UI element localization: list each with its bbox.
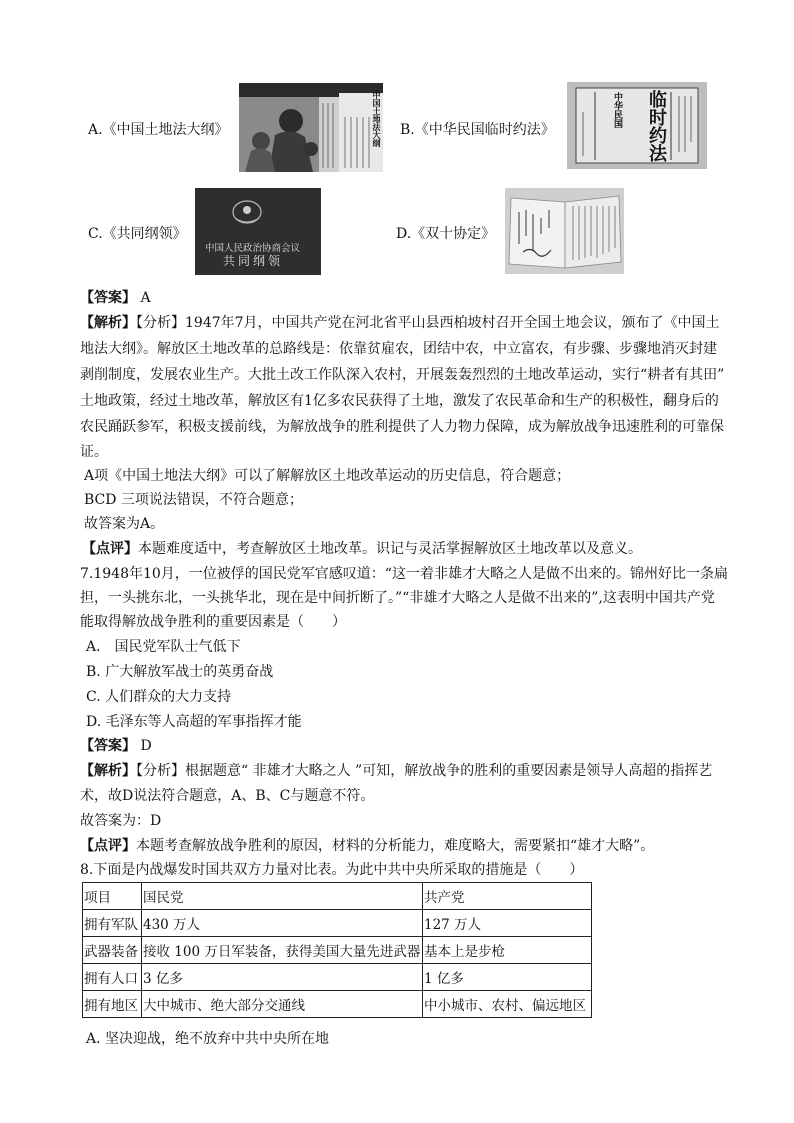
table-header-cell: 共产党	[423, 883, 592, 910]
q6-analysis-line-7: A项《中国土地法大纲》可以了解解放区土地改革运动的历史信息，符合题意；	[84, 468, 571, 484]
provisional-constitution-main-title: 临时约法	[646, 90, 667, 162]
table-cell: 3 亿多	[142, 964, 423, 991]
table-header-cell: 国民党	[142, 883, 423, 910]
comparison-table	[82, 882, 592, 1018]
q7-analysis-line-3: 故答案为：D	[80, 813, 162, 829]
table-row	[83, 991, 592, 1018]
comment-tag: 【点评】	[82, 541, 138, 557]
common-program-photo	[195, 188, 321, 275]
q6-analysis-line-2: 地法大纲》。解放区土地改革的总路线是：依靠贫雇农，团结中农，中立富农，有步骤、步骤地消灭封建	[80, 341, 717, 357]
q6-analysis-line-3: 剥削制度，发展农业生产。大批土改工作队深入农村，开展轰轰烈烈的土地改革运动，实行“耕者有其田”	[80, 367, 725, 383]
option-c: C.《共同纲领》	[88, 226, 187, 242]
table-cell: 武器装备	[83, 937, 142, 964]
q7-analysis-line-2: 术，故D说法符合题意，A、B、C与题意不符。	[80, 788, 375, 804]
option-d: D.《双十协定》	[396, 226, 496, 242]
answer-value: A	[140, 290, 151, 306]
q6-analysis-line-8: BCD 三项说法错误，不符合题意；	[84, 492, 303, 508]
analysis-tag: 【解析】	[80, 315, 136, 331]
option-b: B.《中华民国临时约法》	[400, 122, 555, 138]
q7-option-a: A. 国民党军队士气低下	[86, 639, 241, 655]
q6-analysis-line-5: 农民踊跃参军，积极支援前线，为解放战争的胜利提供了人力物力保障，成为解放战争迅速胜利的可靠保	[80, 419, 724, 435]
answer-tag: 【答案】	[80, 290, 136, 306]
q8-stem: 8.下面是内战爆发时国共双方力量对比表。为此中共中央所采取的措施是（ ）	[80, 862, 584, 878]
option-a: A.《中国土地法大纲》	[88, 122, 229, 138]
q6-analysis-line-1: 【解析】【分析】1947年7月，中国共产党在河北省平山县西柏坡村召开全国土地会议，颁布了《中国土	[80, 315, 720, 331]
provisional-constitution-small-title: 中华民国	[612, 92, 622, 128]
q6-analysis-line-6: 证。	[80, 444, 108, 460]
q7-comment: 【点评】本题考查解放战争胜利的原因，材料的分析能力，难度略大，需要紧扣“雄才大略”。	[80, 838, 655, 854]
table-row	[83, 910, 592, 937]
q7-answer: 【答案】 D	[80, 738, 152, 754]
q7-stem-line-2: 担，一头挑东北，一头挑华北，现在是中间折断了。”“非雄才大略之人是做不出来的”,这表明中国共产党	[80, 590, 715, 606]
table-cell: 拥有人口	[83, 964, 142, 991]
q7-stem-line-1: 7.1948年10月，一位被俘的国民党军官感叹道：“这一着非雄才大略之人是做不出来的。锦州好比一条扁	[80, 566, 728, 582]
land-law-photo-caption: 中国土地法大纲	[372, 91, 382, 147]
table-cell: 拥有军队	[83, 910, 142, 937]
q7-option-b: B. 广大解放军战士的英勇奋战	[86, 664, 274, 680]
common-program-cover-line2: 共同纲领	[223, 254, 284, 268]
table-cell: 基本上是步枪	[423, 937, 592, 964]
table-row	[83, 937, 592, 964]
table-cell: 拥有地区	[83, 991, 142, 1018]
table-cell: 大中城市、绝大部分交通线	[142, 991, 423, 1018]
q7-stem-line-3: 能取得解放战争胜利的重要因素是（ ）	[80, 614, 346, 630]
q8-option-a: A. 坚决迎战，绝不放弃中共中央所在地	[86, 1031, 330, 1047]
q6-comment: 【点评】本题难度适中，考查解放区土地改革。识记与灵活掌握解放区土地改革以及意义。	[82, 541, 642, 557]
table-cell: 127 万人	[423, 910, 592, 937]
double-tenth-agreement-photo	[505, 188, 624, 274]
table-cell: 1 亿多	[423, 964, 592, 991]
provisional-constitution-photo	[567, 82, 707, 169]
table-cell: 430 万人	[142, 910, 423, 937]
q7-analysis-line-1: 【解析】【分析】根据题意“ 非雄才大略之人 ”可知，解放战争的胜利的重要因素是领导人高超的指挥艺	[80, 763, 713, 779]
table-header-row	[83, 883, 592, 910]
q6-answer	[80, 289, 151, 307]
common-program-cover-line1: 中国人民政治协商会议	[205, 243, 301, 254]
q7-option-d: D. 毛泽东等人高超的军事指挥才能	[86, 714, 302, 730]
q6-analysis-line-4: 土地政策，经过土地改革，解放区有1亿多农民获得了土地，激发了农民革命和生产的积极性，翻身后的	[80, 393, 719, 409]
land-law-photo	[239, 83, 383, 172]
table-cell: 接收 100 万日军装备，获得美国大量先进武器	[142, 937, 423, 964]
table-cell: 中小城市、农村、偏远地区	[423, 991, 592, 1018]
table-row	[83, 964, 592, 991]
q7-option-c: C. 人们群众的大力支持	[86, 689, 232, 705]
q6-analysis-line-9: 故答案为A。	[84, 516, 165, 532]
table-header-cell: 项目	[83, 883, 142, 910]
